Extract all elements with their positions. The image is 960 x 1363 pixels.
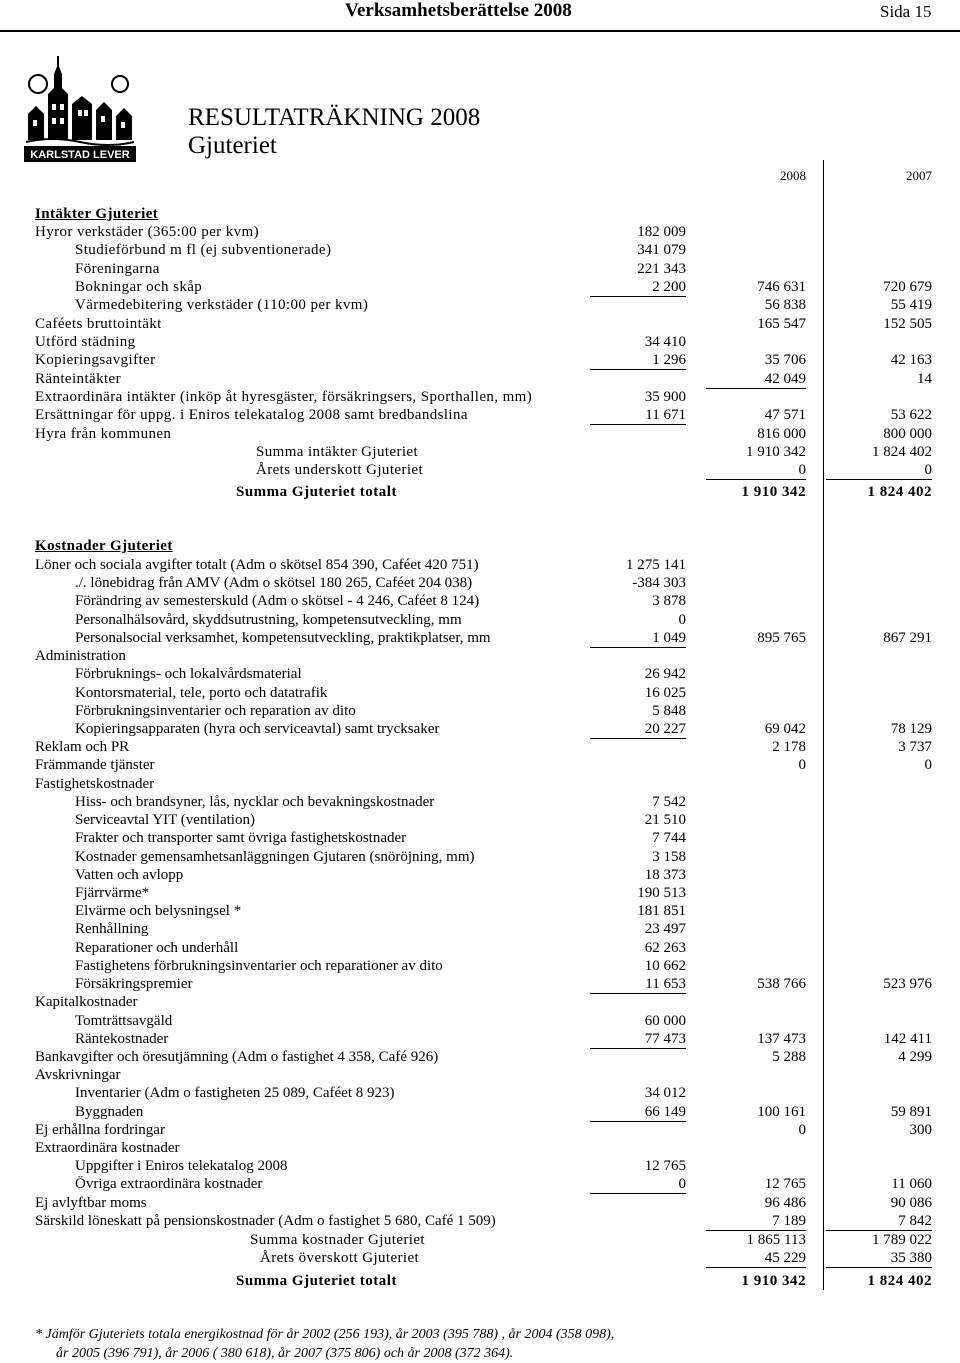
total-2008: 0 [706, 462, 806, 480]
cost-row [0, 940, 960, 958]
cost-row [0, 593, 960, 611]
amount-2007: 53 622 [890, 407, 932, 423]
row-label: Hiss- och brandsyner, lås, nycklar och bevakningskostnader [75, 794, 435, 810]
amount-2007: 867 291 [883, 630, 932, 646]
amount-detail: 18 373 [644, 867, 686, 883]
row-label: Vatten och avlopp [75, 867, 184, 883]
row-label: Ej erhållna fordringar [35, 1122, 165, 1138]
year-current: 2008 [780, 168, 806, 183]
amount-detail: 35 900 [644, 389, 686, 405]
total-2007: 1 789 022 [872, 1232, 932, 1248]
income-heading-row [0, 206, 960, 224]
report-title: RESULTATRÄKNING 2008 [188, 104, 481, 131]
cost-row [0, 994, 960, 1012]
income-row [0, 334, 960, 352]
page-number: Sida 15 [880, 2, 932, 21]
total-2007: 0 [826, 462, 932, 480]
amount-2007: 55 419 [890, 297, 932, 313]
cost-row [0, 812, 960, 830]
cost-row [0, 557, 960, 575]
amount-detail: 23 497 [644, 921, 686, 937]
amount-2008: 816 000 [757, 426, 806, 442]
amount-2007: 0 [924, 757, 932, 773]
amount-2007: 800 000 [883, 426, 932, 442]
amount-2007: 523 976 [883, 976, 932, 992]
footnote-line-2: år 2005 (396 791), år 2006 ( 380 618), år 2007 (375 806) och år 2008 (372 364). [56, 1346, 514, 1361]
logo-wordmark: KARLSTAD LEVER [30, 149, 130, 161]
amount-2007: 4 299 [898, 1049, 932, 1065]
cost-row [0, 739, 960, 757]
income-row [0, 279, 960, 297]
cost-row [0, 1049, 960, 1067]
row-label: Uppgifter i Eniros telekatalog 2008 [75, 1158, 288, 1174]
row-label: Föreningarna [75, 261, 160, 277]
income-total-row [0, 444, 960, 462]
amount-detail: 1 275 141 [626, 557, 686, 573]
amount-2008: 42 049 [706, 371, 806, 389]
amount-detail: 62 263 [644, 940, 686, 956]
row-label: Fastighetens förbrukningsinventarier och reparationer av dito [75, 958, 443, 974]
income-total-row [0, 462, 960, 480]
row-label: Fjärrvärme* [75, 885, 150, 901]
amount-detail: -384 303 [632, 575, 686, 591]
amount-2008: 69 042 [764, 721, 806, 737]
row-label: Studieförbund m fl (ej subventionerade) [75, 242, 332, 258]
amount-2007: 300 [909, 1122, 932, 1138]
amount-detail: 66 149 [590, 1104, 686, 1122]
cost-row [0, 1158, 960, 1176]
amount-2008: 0 [798, 757, 806, 773]
income-row [0, 407, 960, 425]
income-row [0, 316, 960, 334]
cost-row [0, 1067, 960, 1085]
total-2007: 1 824 402 [867, 1273, 932, 1289]
income-row [0, 426, 960, 444]
total-2008: 1 910 342 [741, 1273, 806, 1289]
row-label: Utförd städning [35, 334, 136, 350]
amount-detail: 0 [590, 1176, 686, 1194]
cost-row [0, 666, 960, 684]
cost-total-row [0, 1273, 960, 1291]
amount-2007: 152 505 [883, 316, 932, 332]
total-label: Summa kostnader Gjuteriet [250, 1232, 425, 1248]
header-rule [0, 30, 960, 32]
amount-detail: 12 765 [644, 1158, 686, 1174]
report-subtitle: Gjuteriet [188, 132, 277, 159]
row-label: Kostnader gemensamhetsanläggningen Gjutaren (snöröjning, mm) [75, 849, 475, 865]
cost-row [0, 921, 960, 939]
total-2008: 1 910 342 [741, 484, 806, 500]
row-label: Caféets bruttointäkt [35, 316, 162, 332]
amount-2008: 895 765 [757, 630, 806, 646]
total-2007: 35 380 [826, 1250, 932, 1268]
amount-detail: 1 296 [590, 352, 686, 370]
amount-2008: 2 178 [772, 739, 806, 755]
amount-detail: 3 878 [652, 593, 686, 609]
income-row [0, 371, 960, 389]
cost-total-row [0, 1232, 960, 1250]
amount-detail: 341 079 [637, 242, 686, 258]
amount-2007: 3 737 [898, 739, 932, 755]
amount-detail: 182 009 [637, 224, 686, 240]
income-row [0, 352, 960, 370]
row-label: Ej avlyftbar moms [35, 1195, 147, 1211]
row-label: Hyra från kommunen [35, 426, 172, 442]
amount-2008: 0 [798, 1122, 806, 1138]
row-label: Renhållning [75, 921, 149, 937]
amount-detail: 16 025 [644, 685, 686, 701]
amount-detail: 77 473 [590, 1031, 686, 1049]
amount-2008: 5 288 [772, 1049, 806, 1065]
row-label: Reparationer och underhåll [75, 940, 239, 956]
cost-row [0, 1213, 960, 1231]
amount-2007: 90 086 [890, 1195, 932, 1211]
cost-row [0, 721, 960, 739]
amount-detail: 20 227 [590, 721, 686, 739]
cost-row [0, 958, 960, 976]
amount-detail: 11 653 [590, 976, 686, 994]
row-label: Kopieringsavgifter [35, 352, 156, 368]
amount-detail: 190 513 [637, 885, 686, 901]
amount-2007: 14 [917, 371, 932, 387]
cost-row [0, 1195, 960, 1213]
amount-detail: 34 410 [644, 334, 686, 350]
total-2008: 1 910 342 [746, 444, 806, 460]
income-row [0, 261, 960, 279]
amount-2008: 7 189 [706, 1213, 806, 1231]
row-label: Inventarier (Adm o fastigheten 25 089, Caféet 8 923) [75, 1085, 395, 1101]
row-label: Bokningar och skåp [75, 279, 203, 295]
cost-row [0, 685, 960, 703]
row-label: Kapitalkostnader [35, 994, 138, 1010]
total-2008: 1 865 113 [746, 1232, 806, 1248]
cost-row [0, 849, 960, 867]
total-2008: 45 229 [706, 1250, 806, 1268]
cost-row [0, 1085, 960, 1103]
amount-2007: 7 842 [826, 1213, 932, 1231]
total-2007: 1 824 402 [872, 444, 932, 460]
income-row [0, 242, 960, 260]
amount-2007: 78 129 [890, 721, 932, 737]
karlstad-lever-logo [24, 44, 136, 164]
cost-row [0, 794, 960, 812]
row-label: Räntekostnader [75, 1031, 169, 1047]
row-label: Ersättningar för uppg. i Eniros telekatalog 2008 samt bredbandslina [35, 407, 468, 423]
total-2007: 1 824 402 [867, 484, 932, 500]
footnote-line-1: * Jämför Gjuteriets totala energikostnad för år 2002 (256 193), år 2003 (395 788) , år 2004 (358 098), [35, 1327, 615, 1342]
document-title: Verksamhetsberättelse 2008 [345, 0, 572, 21]
cost-row [0, 867, 960, 885]
amount-detail: 7 744 [652, 830, 686, 846]
amount-2008: 12 765 [764, 1176, 806, 1192]
amount-2007: 11 060 [891, 1176, 932, 1192]
cost-row [0, 648, 960, 666]
amount-2007: 720 679 [883, 279, 932, 295]
page-header [0, 0, 960, 30]
row-label: Försäkringspremier [75, 976, 193, 992]
amount-detail: 0 [678, 612, 686, 628]
row-label: Förändring av semesterskuld (Adm o skötsel - 4 246, Caféet 8 124) [75, 593, 480, 609]
amount-detail: 221 343 [637, 261, 686, 277]
cost-row [0, 776, 960, 794]
total-label: Årets överskott Gjuteriet [260, 1250, 420, 1266]
amount-2008: 165 547 [757, 316, 806, 332]
cost-heading: Kostnader Gjuteriet [35, 538, 173, 554]
cost-total-row [0, 1250, 960, 1268]
income-total-row [0, 484, 960, 502]
cost-row [0, 1140, 960, 1158]
amount-2008: 56 838 [764, 297, 806, 313]
row-label: Kontorsmaterial, tele, porto och datatrafik [75, 685, 328, 701]
cost-row [0, 903, 960, 921]
cost-row [0, 1104, 960, 1122]
cost-row [0, 703, 960, 721]
amount-2008: 137 473 [757, 1031, 806, 1047]
row-label: Administration [35, 648, 126, 664]
amount-detail: 11 671 [590, 407, 686, 425]
row-label: Frakter och transporter samt övriga fastighetskostnader [75, 830, 407, 846]
cost-row [0, 1176, 960, 1194]
cost-row [0, 1122, 960, 1140]
row-label: Elvärme och belysningsel * [75, 903, 242, 919]
cost-row [0, 630, 960, 648]
row-label: Extraordinära kostnader [35, 1140, 180, 1156]
amount-detail: 7 542 [652, 794, 686, 810]
amount-2007: 59 891 [890, 1104, 932, 1120]
amount-detail: 2 200 [590, 279, 686, 297]
cost-row [0, 1013, 960, 1031]
row-label: ./. lönebidrag från AMV (Adm o skötsel 180 265, Caféet 204 038) [75, 575, 473, 591]
row-label: Byggnaden [75, 1104, 144, 1120]
total-label: Summa intäkter Gjuteriet [256, 444, 419, 460]
row-label: Extraordinära intäkter (inköp åt hyresgäster, försäkringsers, Sporthallen, mm) [35, 389, 533, 405]
row-label: Värmedebitering verkstäder (110:00 per kvm) [75, 297, 369, 313]
amount-detail: 26 942 [644, 666, 686, 682]
row-label: Ränteintäkter [35, 371, 122, 387]
total-label: Årets underskott Gjuteriet [256, 462, 424, 478]
cost-row [0, 885, 960, 903]
row-label: Personalhälsovård, skyddsutrustning, kompetensutveckling, mm [75, 612, 462, 628]
amount-detail: 21 510 [644, 812, 686, 828]
total-label: Summa Gjuteriet totalt [236, 1273, 397, 1289]
amount-2008: 96 486 [764, 1195, 806, 1211]
amount-2008: 746 631 [757, 279, 806, 295]
amount-2007: 142 411 [883, 1031, 932, 1047]
row-label: Förbruknings- och lokalvårdsmaterial [75, 666, 302, 682]
amount-2008: 100 161 [757, 1104, 806, 1120]
row-label: Fastighetskostnader [35, 776, 155, 792]
year-previous: 2007 [906, 168, 932, 183]
amount-2008: 47 571 [764, 407, 806, 423]
cost-row [0, 575, 960, 593]
amount-detail: 10 662 [644, 958, 686, 974]
row-label: Tomträttsavgäld [75, 1013, 173, 1029]
row-label: Reklam och PR [35, 739, 130, 755]
row-label: Förbrukningsinventarier och reparation av dito [75, 703, 356, 719]
row-label: Övriga extraordinära kostnader [75, 1176, 263, 1192]
income-row [0, 224, 960, 242]
amount-2008: 35 706 [764, 352, 806, 368]
total-label: Summa Gjuteriet totalt [236, 484, 397, 500]
amount-detail: 60 000 [644, 1013, 686, 1029]
row-label: Avskrivningar [35, 1067, 121, 1083]
amount-2007: 42 163 [890, 352, 932, 368]
amount-detail: 34 012 [644, 1085, 686, 1101]
amount-detail: 5 848 [652, 703, 686, 719]
amount-detail: 181 851 [637, 903, 686, 919]
row-label: Hyror verkstäder (365:00 per kvm) [35, 224, 259, 240]
row-label: Serviceavtal YIT (ventilation) [75, 812, 255, 828]
row-label: Främmande tjänster [35, 757, 155, 773]
row-label: Särskild löneskatt på pensionskostnader (Adm o fastighet 5 680, Café 1 509) [35, 1213, 496, 1229]
cost-heading-row [0, 538, 960, 556]
amount-2008: 538 766 [757, 976, 806, 992]
income-row [0, 297, 960, 315]
income-heading: Intäkter Gjuteriet [35, 206, 159, 222]
amount-detail: 1 049 [590, 630, 686, 648]
row-label: Personalsocial verksamhet, kompetensutveckling, praktikplatser, mm [75, 630, 491, 646]
row-label: Bankavgifter och öresutjämning (Adm o fastighet 4 358, Café 926) [35, 1049, 439, 1065]
amount-detail: 3 158 [652, 849, 686, 865]
cost-row [0, 612, 960, 630]
cost-row [0, 830, 960, 848]
row-label: Löner och sociala avgifter totalt (Adm o skötsel 854 390, Caféet 420 751) [35, 557, 479, 573]
income-row [0, 389, 960, 407]
row-label: Kopieringsapparaten (hyra och serviceavtal) samt trycksaker [75, 721, 440, 737]
cost-row [0, 757, 960, 775]
cost-row [0, 976, 960, 994]
cost-row [0, 1031, 960, 1049]
